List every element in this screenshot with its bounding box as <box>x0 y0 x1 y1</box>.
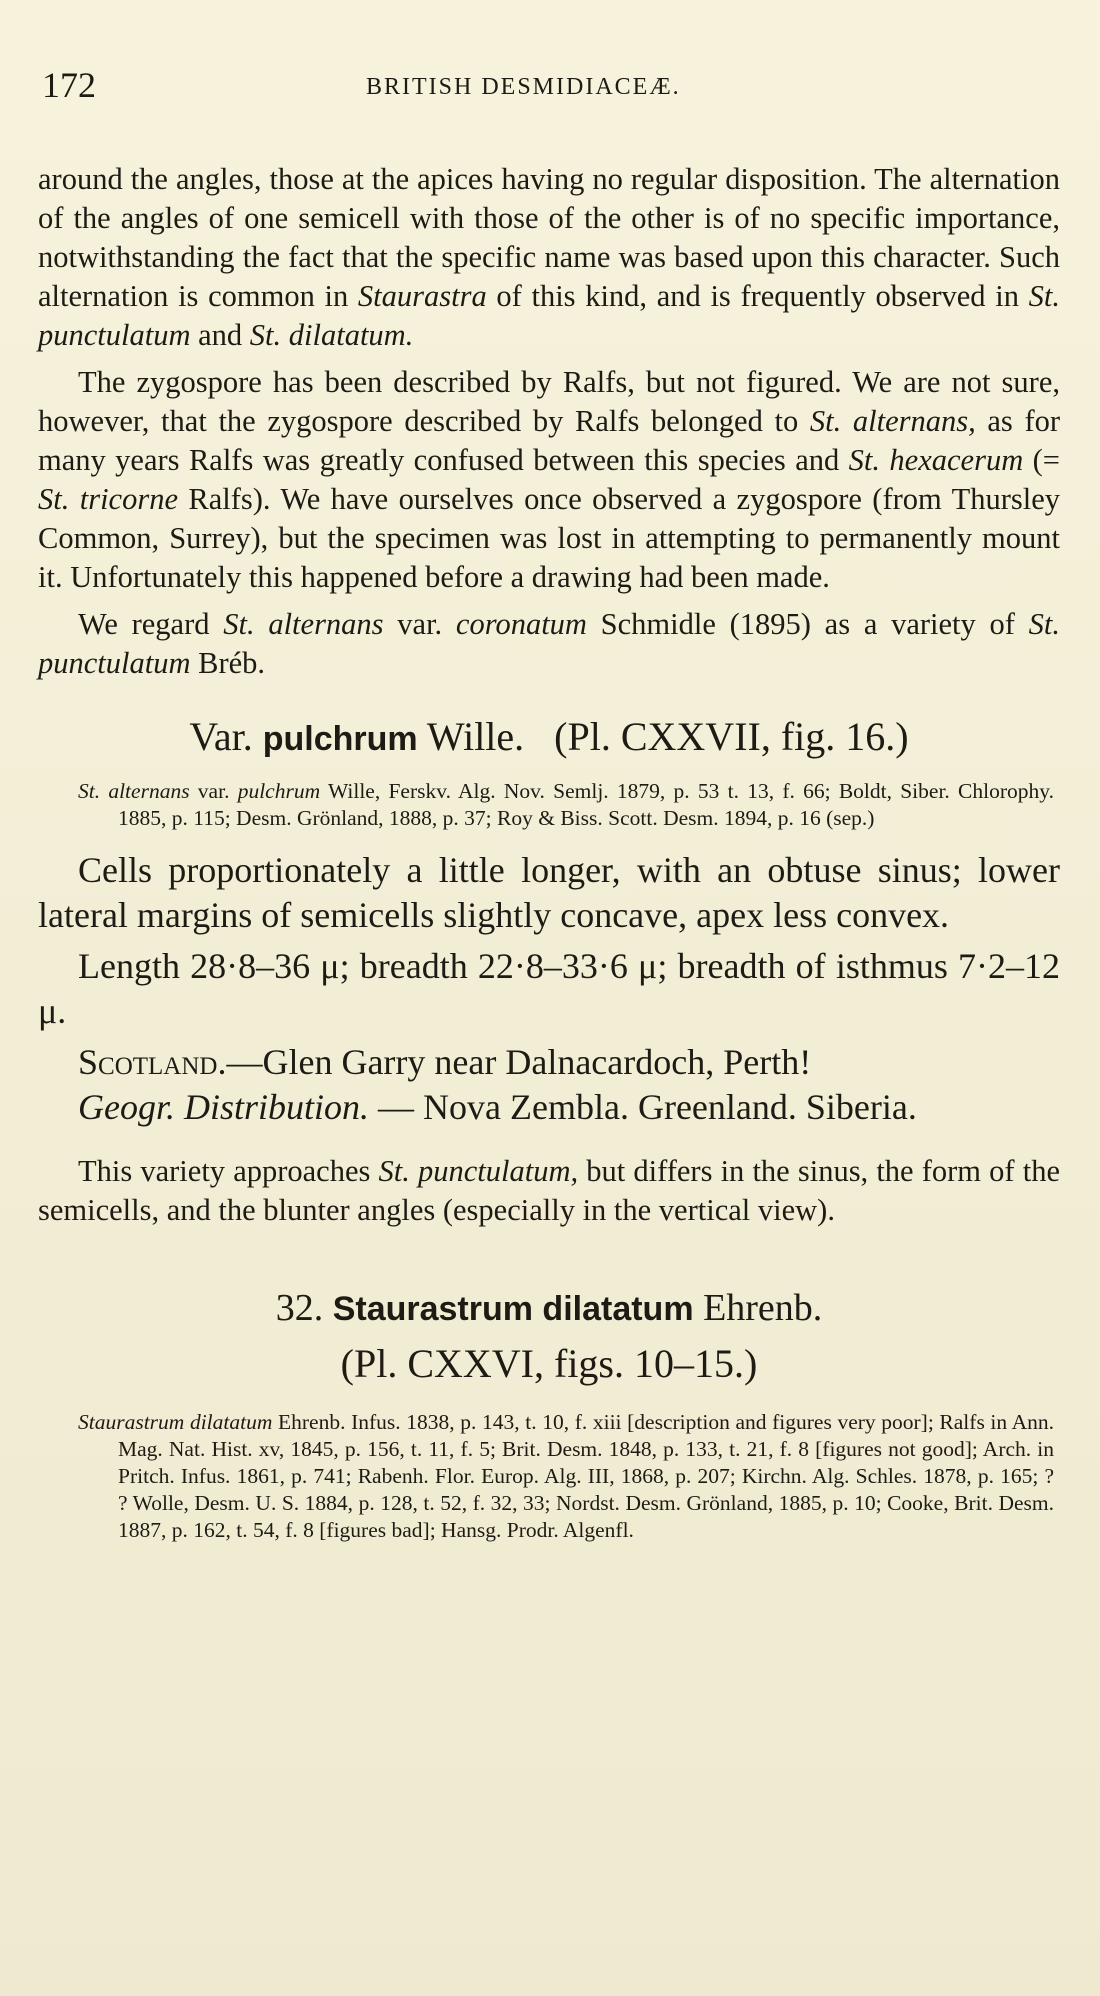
text-run: of this kind, and is frequently observed in <box>486 279 1029 313</box>
locality-region: Scotland <box>78 1042 218 1082</box>
text-run: (= <box>1023 443 1060 477</box>
text-run: as for many years Ralfs was greatly confused between this species and <box>38 404 1061 477</box>
text-run: var. <box>189 779 238 803</box>
taxon-name: St. punctulatum <box>38 607 1060 680</box>
text-run: var. <box>383 607 456 641</box>
page-header <box>42 64 1060 114</box>
taxon-name: St. dilatatum. <box>249 318 414 352</box>
variety-note <box>38 1152 1060 1230</box>
page-number: 172 <box>42 65 96 105</box>
distribution-text: — Nova Zembla. Greenland. Siberia. <box>369 1087 917 1127</box>
locality-text: .—Glen Garry near Dalnacardoch, Perth! <box>217 1042 812 1082</box>
taxon-name: St. alternans <box>223 607 384 641</box>
text-run: but differs in the sinus, the form of the semicells, and the blunter angles (especially in the vertical view). <box>38 1154 1060 1227</box>
text-run: We regard <box>78 607 224 641</box>
variety-prefix: Var. <box>189 714 253 759</box>
taxon-name: St. punctulatum, <box>378 1154 579 1188</box>
text-run: Ehrenb. Infus. 1838, p. 143, t. 10, f. xiii [description and figures very poor]; Ralfs in Ann. Mag. Nat. Hist. xv, 1845, p. 156, t. 11, f. 5; Brit. Desm. 1848, p. 133, t. 21, f. 8 [figures not good]; Arch. in Pritch. Infus. 1861, p. 741; Rabenh. Flor. Europ. Alg. III, 1868, p. 207; Kirchn. Alg. Schles. 1878, p. 165; ? ? Wolle, Desm. U. S. 1884, p. 128, t. 52, f. 32, 33; Nordst. Desm. Grönland, 1885, p. 10; Cooke, Brit. Desm. 1887, p. 162, t. 54, f. 8 [figures bad]; Hansg. Prodr. Algenfl. <box>118 1410 1054 1542</box>
species-plate-reference: (Pl. CXXVI, figs. 10–15.) <box>340 1341 758 1386</box>
text-run: Wille, Ferskv. Alg. Nov. Semlj. 1879, p. 53 t. 13, f. 66; Boldt, Siber. Chlorophy. 1885, p. 115; Desm. Grönland, 1888, p. 37; Roy & Biss. Scott. Desm. 1894, p. 16 (sep.) <box>118 779 1054 830</box>
species-synonymy <box>78 1409 1054 1544</box>
variety-heading <box>38 713 1060 760</box>
variety-plate-reference: (Pl. CXXVII, fig. 16.) <box>554 714 909 759</box>
paragraph-angles <box>38 160 1060 355</box>
paragraph-regard <box>38 605 1060 683</box>
taxon-name: St. punctulatum <box>38 279 1060 352</box>
taxon-name: St. alternans, <box>809 404 976 438</box>
variety-description: Cells proportionately a little longer, with an obtuse sinus; lower lateral margins of semicells slightly concave, apex less convex. <box>38 850 1060 935</box>
variety-locality <box>38 1040 1060 1085</box>
running-head: BRITISH DESMIDIACEÆ. <box>366 74 681 100</box>
variety-name: pulchrum <box>262 720 418 758</box>
taxon-name: Staurastrum dilatatum <box>78 1410 273 1434</box>
text-run: The zygospore has been described by Ralfs, but not figured. We are not sure, however, that the zygospore described by Ralfs belonged to <box>38 365 1060 438</box>
taxon-name: coronatum <box>455 607 587 641</box>
taxon-name: St. tricorne <box>38 482 178 516</box>
paragraph-zygospore <box>38 363 1060 597</box>
species-name: Staurastrum dilatatum <box>332 1290 694 1328</box>
taxon-name: St. hexacerum <box>848 443 1024 477</box>
text-run: Schmidle (1895) as a variety of <box>586 607 1029 641</box>
text-run: Ralfs). We have ourselves once observed a zygospore (from Thursley Common, Surrey), but the specimen was lost in attempting to permanently mount it. Unfortunately this happened before a drawing had been made. <box>38 482 1060 594</box>
species-author: Ehrenb. <box>703 1287 823 1329</box>
species-heading <box>38 1286 1060 1330</box>
variety-author: Wille. <box>426 714 525 759</box>
text-run: and <box>190 318 250 352</box>
text-run: Bréb. <box>190 646 266 680</box>
species-number: 32. <box>275 1287 324 1329</box>
variety-measurements: Length 28·8–36 μ; breadth 22·8–33·6 μ; breadth of isthmus 7·2–12 μ. <box>38 946 1060 1031</box>
taxon-name: pulchrum <box>237 779 321 803</box>
taxon-name: St. alternans <box>78 779 190 803</box>
taxon-name: Staurastra <box>357 279 487 313</box>
page-content <box>38 160 1060 1544</box>
variety-synonymy <box>78 778 1054 832</box>
distribution-label: Geogr. Distribution. <box>78 1087 370 1127</box>
text-run: around the angles, those at the apices having no regular disposition. The alternation of the angles of one semicell with those of the other is of no specific importance, notwithstanding the fact that the specific name was based upon this character. Such alternation is common in <box>38 162 1060 313</box>
variety-distribution <box>38 1085 1060 1130</box>
text-run: This variety approaches <box>78 1154 379 1188</box>
